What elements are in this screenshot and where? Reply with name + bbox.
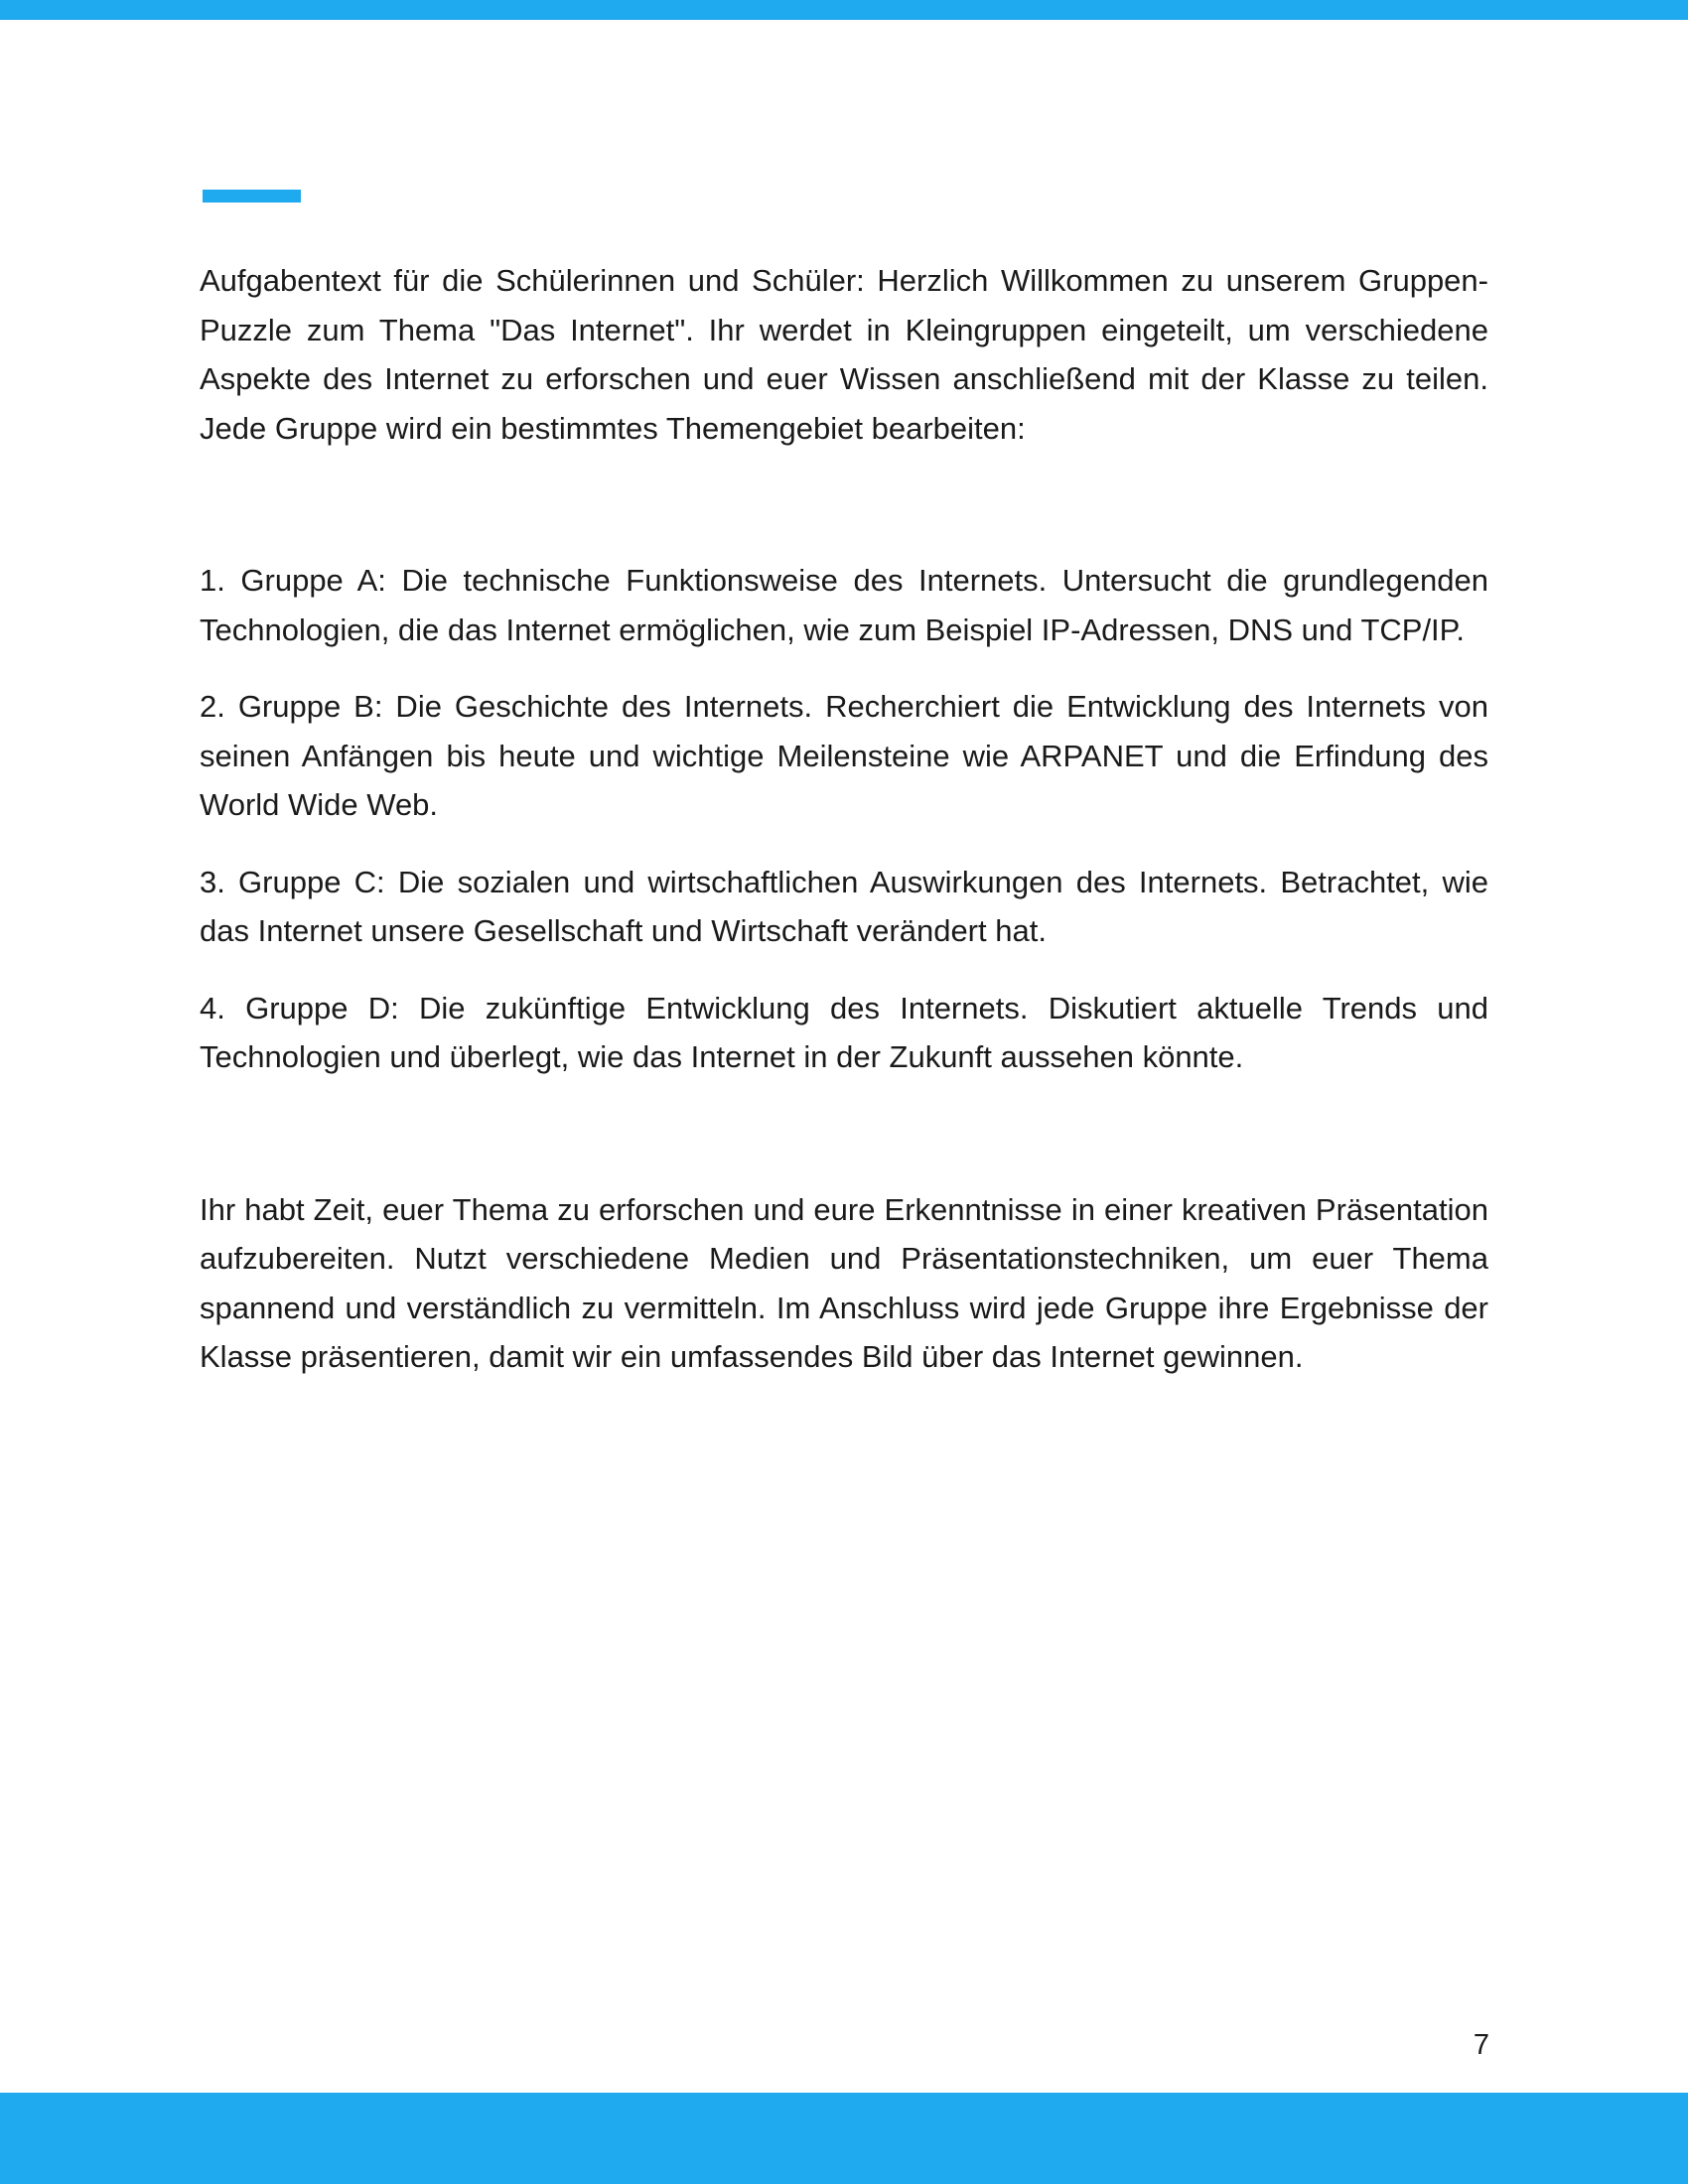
group-b-item: 2. Gruppe B: Die Geschichte des Internets. Recherchiert die Entwicklung des Internets von seinen Anfängen bis heute und wichtige Meilensteine wie ARPANET und die Erfindung des World Wide Web.: [200, 689, 1488, 822]
accent-dash: [203, 190, 301, 203]
document-body: [200, 256, 1488, 1382]
intro-paragraph: Aufgabentext für die Schülerinnen und Schüler: Herzlich Willkommen zu unserem Gruppen-Puzzle zum Thema "Das Internet". Ihr werdet in Kleingruppen eingeteilt, um verschiedene Aspekte des Internet zu erforschen und euer Wissen anschließend mit der Klasse zu teilen. Jede Gruppe wird ein bestimmtes Themengebiet bearbeiten:: [200, 263, 1488, 446]
closing-paragraph: Ihr habt Zeit, euer Thema zu erforschen und eure Erkenntnisse in einer kreativen Präsentation aufzubereiten. Nutzt verschiedene Medien und Präsentationstechniken, um euer Thema spannend und verständlich zu vermitteln. Im Anschluss wird jede Gruppe ihre Ergebnisse der Klasse präsentieren, damit wir ein umfassendes Bild über das Internet gewinnen.: [200, 1191, 1488, 1374]
bottom-accent-bar: [0, 2093, 1688, 2184]
group-a-item: 1. Gruppe A: Die technische Funktionsweise des Internets. Untersucht die grundlegenden Technologien, die das Internet ermöglichen, wie zum Beispiel IP-Adressen, DNS und TCP/IP.: [200, 563, 1488, 647]
top-accent-bar: [0, 0, 1688, 20]
page-number: 7: [1473, 2029, 1489, 2061]
group-c-item: 3. Gruppe C: Die sozialen und wirtschaftlichen Auswirkungen des Internets. Betrachtet, wie das Internet unsere Gesellschaft und Wirtschaft verändert hat.: [200, 864, 1488, 948]
group-d-item: 4. Gruppe D: Die zukünftige Entwicklung des Internets. Diskutiert aktuelle Trends und Technologien und überlegt, wie das Internet in der Zukunft aussehen könnte.: [200, 990, 1488, 1074]
